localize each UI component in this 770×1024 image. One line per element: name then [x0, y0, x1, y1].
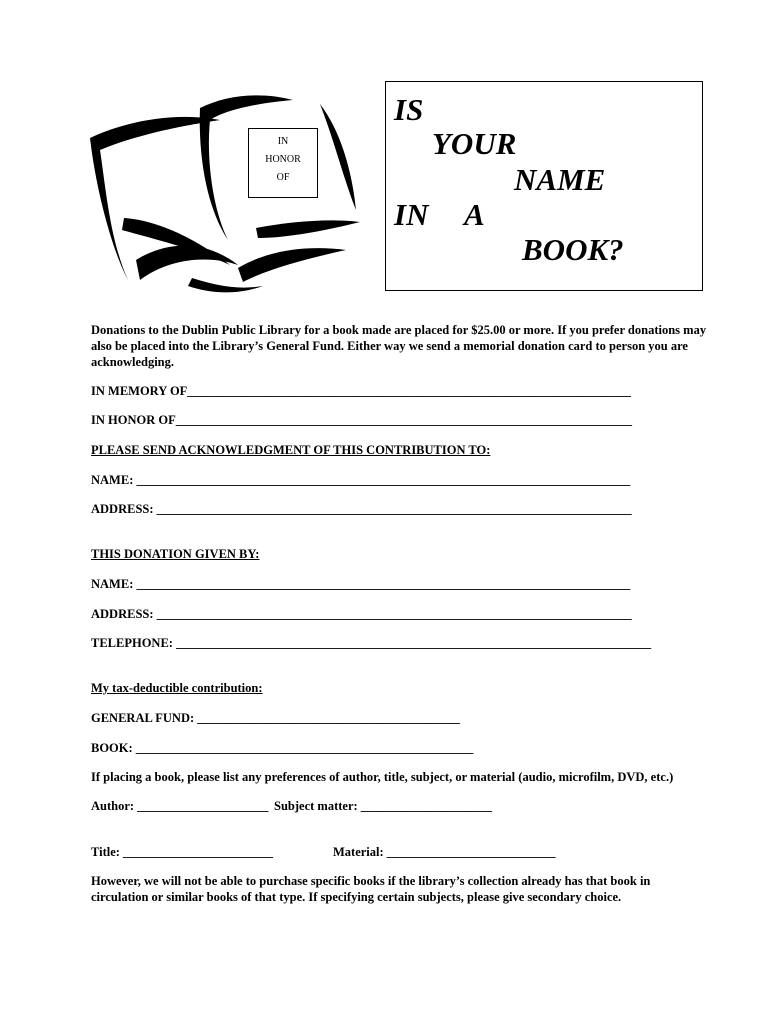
title-field[interactable]: Title: ________________________ [91, 845, 274, 859]
title-word-in: IN [394, 197, 429, 232]
acknowledgment-heading: PLEASE SEND ACKNOWLEDGMENT OF THIS CONTRIBUTION TO: [91, 443, 491, 457]
book-field[interactable]: BOOK: ______________________________________________________ [91, 741, 474, 755]
subject-matter-field[interactable]: Subject matter: _____________________ [274, 799, 493, 813]
title-word-a: A [464, 197, 485, 232]
in-memory-of-field[interactable]: IN MEMORY OF_______________________________________________________________________ [91, 384, 632, 398]
honor-box-line3: OF [276, 172, 290, 183]
donation-given-by-heading: THIS DONATION GIVEN BY: [91, 547, 260, 561]
honor-box-line2: HONOR [265, 154, 301, 165]
ack-address-field[interactable]: ADDRESS: ____________________________________________________________________________ [91, 502, 632, 516]
donor-telephone-field[interactable]: TELEPHONE: ____________________________________________________________________________ [91, 636, 652, 650]
tax-contribution-heading: My tax-deductible contribution: [91, 681, 263, 695]
general-fund-field[interactable]: GENERAL FUND: __________________________________________ [91, 711, 460, 725]
in-honor-of-field[interactable]: IN HONOR OF_________________________________________________________________________ [91, 413, 632, 427]
title-word-is: IS [394, 92, 424, 127]
preferences-instructions: If placing a book, please list any preferences of author, title, subject, or material (audio, microfilm, DVD, etc.) [91, 770, 674, 784]
material-field[interactable]: Material: ___________________________ [333, 845, 556, 859]
in-honor-of-box [248, 128, 318, 198]
title-word-name: NAME [514, 162, 606, 197]
ack-name-field[interactable]: NAME: _______________________________________________________________________________ [91, 473, 631, 487]
donor-address-field[interactable]: ADDRESS: ____________________________________________________________________________ [91, 607, 632, 621]
title-word-book: BOOK? [522, 232, 624, 267]
intro-paragraph: Donations to the Dublin Public Library for a book made are placed for $25.00 or more. If you prefer donations may also be placed into the Library’s General Fund. Either way we send a memorial donation card to person you are acknowledging. [91, 323, 707, 369]
open-book-illustration [88, 90, 363, 295]
disclaimer-paragraph: However, we will not be able to purchase specific books if the library’s collection already has that book in circulation or similar books of that type. If specifying certain subjects, please give secondary choice. [91, 874, 651, 904]
donor-name-field[interactable]: NAME: _______________________________________________________________________________ [91, 577, 631, 591]
title-box [385, 81, 703, 291]
author-field[interactable]: Author: _____________________ [91, 799, 269, 813]
title-word-your: YOUR [432, 126, 517, 161]
honor-box-line1: IN [277, 136, 289, 147]
